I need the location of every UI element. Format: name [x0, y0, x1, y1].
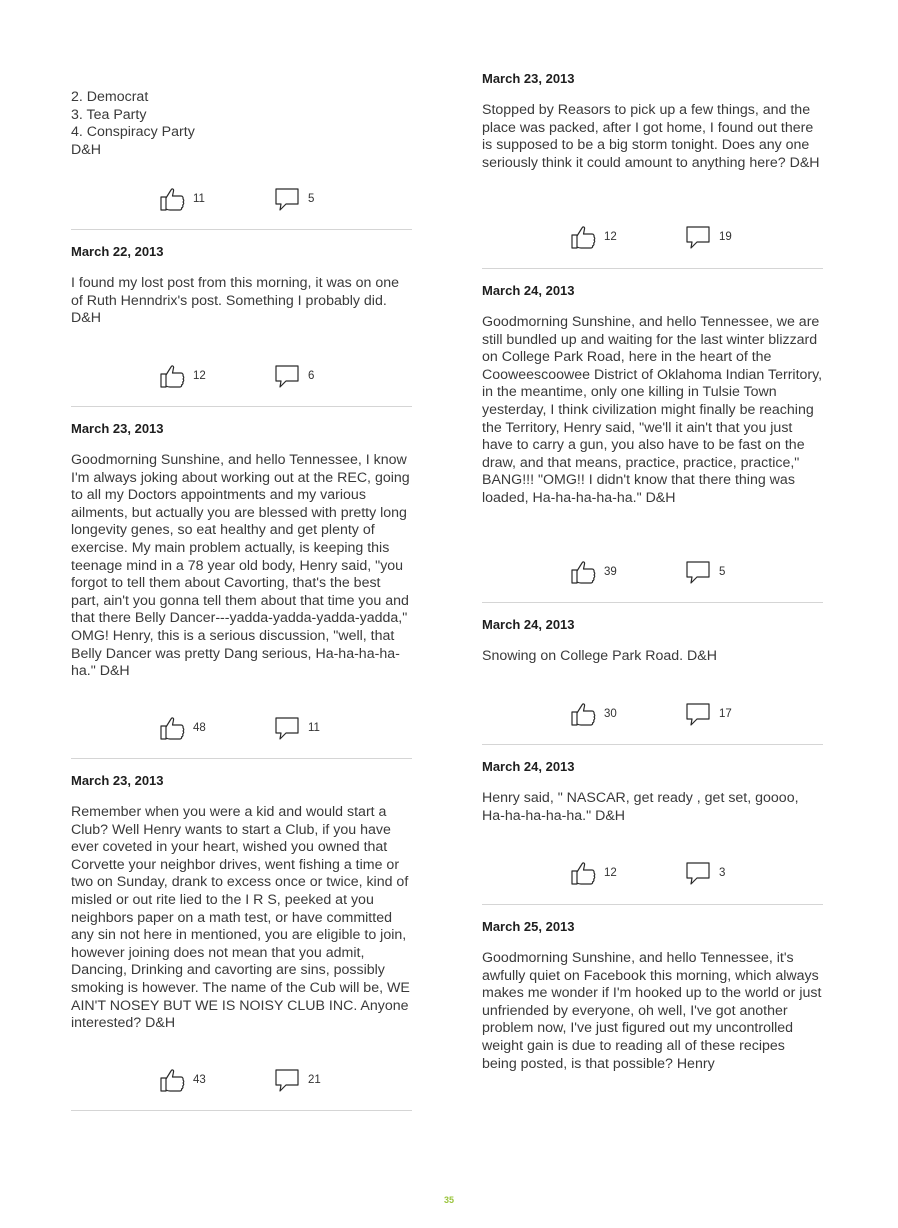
divider [482, 602, 823, 603]
post-march-23-b [71, 773, 412, 1033]
post-march-23-c [482, 71, 823, 172]
post-text: Remember when you were a kid and would start a Club? Well Henry wants to start a Club, if you have ever coveted in your heart, wished you owned that Corvette your neighbor drives, went fishing a time or two on Sunday, drank to excess once or twice, kind of misled or out rite lied to the I R S, peeked at you neighbors paper on a math test, or have committed any sin not here in mentioned, you are eligible to join, however joining does not mean that you admit, Dancing, Drinking and cavorting are sins, possibly smoking is however. The name of the Cub will be, WE AIN'T NOSEY BUT WE IS NOISY CLUB INC. Anyone interested? D&H [71, 804, 410, 1032]
divider [71, 758, 412, 759]
comment-count: 3 [719, 867, 726, 879]
comment-button[interactable] [274, 185, 314, 213]
divider [71, 229, 412, 230]
thumbs-up-icon [570, 701, 596, 727]
like-button[interactable] [159, 185, 205, 213]
comment-count: 6 [308, 370, 315, 382]
speech-bubble-icon [274, 363, 300, 389]
post-text: Stopped by Reasors to pick up a few things, and the place was packed, after I got home, I found out there is supposed to be a big storm tonight. Does any one seriously think it could amount to anything here? D&H [482, 102, 820, 171]
post-stats [482, 859, 823, 887]
speech-bubble-icon [274, 186, 300, 212]
comment-count: 17 [719, 708, 732, 720]
post-text: Goodmorning Sunshine, and hello Tennessee, it's awfully quiet on Facebook this morning, which always makes me wonder if I'm hooked up to the world or just unfriended by everyone, oh well, I've got another problem now, I've just figured out my uncontrolled weight gain is due to reading all of these recipes being posted, is that possible? Henry [482, 950, 822, 1072]
post-march-24-a [482, 283, 823, 508]
like-count: 30 [604, 708, 617, 720]
like-button[interactable] [159, 362, 206, 390]
post-date: March 25, 2013 [482, 919, 575, 934]
post-date: March 24, 2013 [482, 617, 575, 632]
speech-bubble-icon [685, 701, 711, 727]
like-button[interactable] [159, 1066, 206, 1094]
post-date: March 24, 2013 [482, 759, 575, 774]
post-date: March 22, 2013 [71, 244, 164, 259]
thumbs-up-icon [159, 363, 185, 389]
post-stats [482, 558, 823, 586]
post-march-24-b [482, 617, 823, 666]
post-march-25 [482, 919, 823, 1073]
comment-button[interactable] [685, 558, 725, 586]
thumbs-up-icon [159, 186, 185, 212]
list-line: 4. Conspiracy Party [71, 124, 195, 141]
post-march-22 [71, 244, 412, 328]
post-date: March 24, 2013 [482, 283, 575, 298]
like-count: 12 [604, 231, 617, 243]
speech-bubble-icon [685, 860, 711, 886]
comment-button[interactable] [685, 223, 732, 251]
comment-count: 21 [308, 1074, 321, 1086]
list-line: 3. Tea Party [71, 106, 147, 123]
page-number: 35 [443, 1195, 454, 1205]
like-button[interactable] [570, 558, 617, 586]
post-text: Henry said, " NASCAR, get ready , get set, goooo, Ha-ha-ha-ha-ha." D&H [482, 790, 799, 824]
comment-count: 11 [308, 722, 320, 734]
divider [482, 744, 823, 745]
speech-bubble-icon [274, 1067, 300, 1093]
like-count: 12 [604, 867, 617, 879]
post-date: March 23, 2013 [71, 773, 164, 788]
comment-button[interactable] [685, 700, 732, 728]
post-stats [71, 362, 412, 390]
comment-button[interactable] [274, 714, 320, 742]
post-stats [71, 714, 412, 742]
like-count: 43 [193, 1074, 206, 1086]
comment-button[interactable] [274, 1066, 321, 1094]
comment-button[interactable] [274, 362, 314, 390]
party-list [71, 89, 412, 159]
divider [71, 406, 412, 407]
post-text: Snowing on College Park Road. D&H [482, 648, 718, 664]
comment-button[interactable] [685, 859, 725, 887]
thumbs-up-icon [570, 224, 596, 250]
like-count: 12 [193, 370, 206, 382]
post-text: Goodmorning Sunshine, and hello Tennessee, we are still bundled up and waiting for the last winter blizzard on College Park Road, here in the heart of the Cooweescoowee District of Oklahoma Indian Territory, in the meantime, only one killing in Tulsie Town yesterday, I think civilization might finally be reaching the Territory, Henry said, "we'll it ain't that you just have to carry a gun, you also have to be fast on the draw, and that means, practice, practice, practice," BANG!!! "OMG!! I didn't know that there thing was loaded, Ha-ha-ha-ha-ha." D&H [482, 314, 823, 506]
like-button[interactable] [159, 714, 206, 742]
like-count: 39 [604, 566, 617, 578]
divider [71, 1110, 412, 1111]
post-march-23-a [71, 421, 412, 681]
post-date: March 23, 2013 [71, 421, 164, 436]
thumbs-up-icon [159, 1067, 185, 1093]
comment-count: 5 [719, 566, 726, 578]
divider [482, 904, 823, 905]
thumbs-up-icon [159, 715, 185, 741]
like-count: 11 [193, 193, 205, 205]
list-line: 2. Democrat [71, 89, 149, 105]
like-button[interactable] [570, 859, 617, 887]
post-stats [71, 1066, 412, 1094]
speech-bubble-icon [685, 559, 711, 585]
like-button[interactable] [570, 223, 617, 251]
divider [482, 268, 823, 269]
thumbs-up-icon [570, 559, 596, 585]
thumbs-up-icon [570, 860, 596, 886]
comment-count: 19 [719, 231, 732, 243]
speech-bubble-icon [274, 715, 300, 741]
post-stats [482, 700, 823, 728]
post-stats [482, 223, 823, 251]
post-march-24-c [482, 759, 823, 825]
comment-count: 5 [308, 193, 315, 205]
speech-bubble-icon [685, 224, 711, 250]
post-text: I found my lost post from this morning, it was on one of Ruth Henndrix's post. Something I probably did. D&H [71, 275, 400, 327]
list-line: D&H [71, 141, 101, 158]
post-text: Goodmorning Sunshine, and hello Tennessee, I know I'm always joking about working out at the REC, going to all my Doctors appointments and my various ailments, but actually you are blessed with pretty long longevity genes, so eat healthy and get plenty of exercise. My main problem actually, is keeping this teenage mind in a 78 year old body, Henry said, "you forgot to tell them about Cavorting, that's the best part, ain't you gonna tell them about that time you and that there Belly Dancer---yadda-yadda-yadda-yadda," OMG! Henry, this is a serious discussion, "well, that Belly Dancer was pretty Dang serious, Ha-ha-ha-ha-ha." D&H [71, 452, 410, 680]
like-button[interactable] [570, 700, 617, 728]
like-count: 48 [193, 722, 206, 734]
post-date: March 23, 2013 [482, 71, 575, 86]
post-stats [71, 185, 412, 213]
